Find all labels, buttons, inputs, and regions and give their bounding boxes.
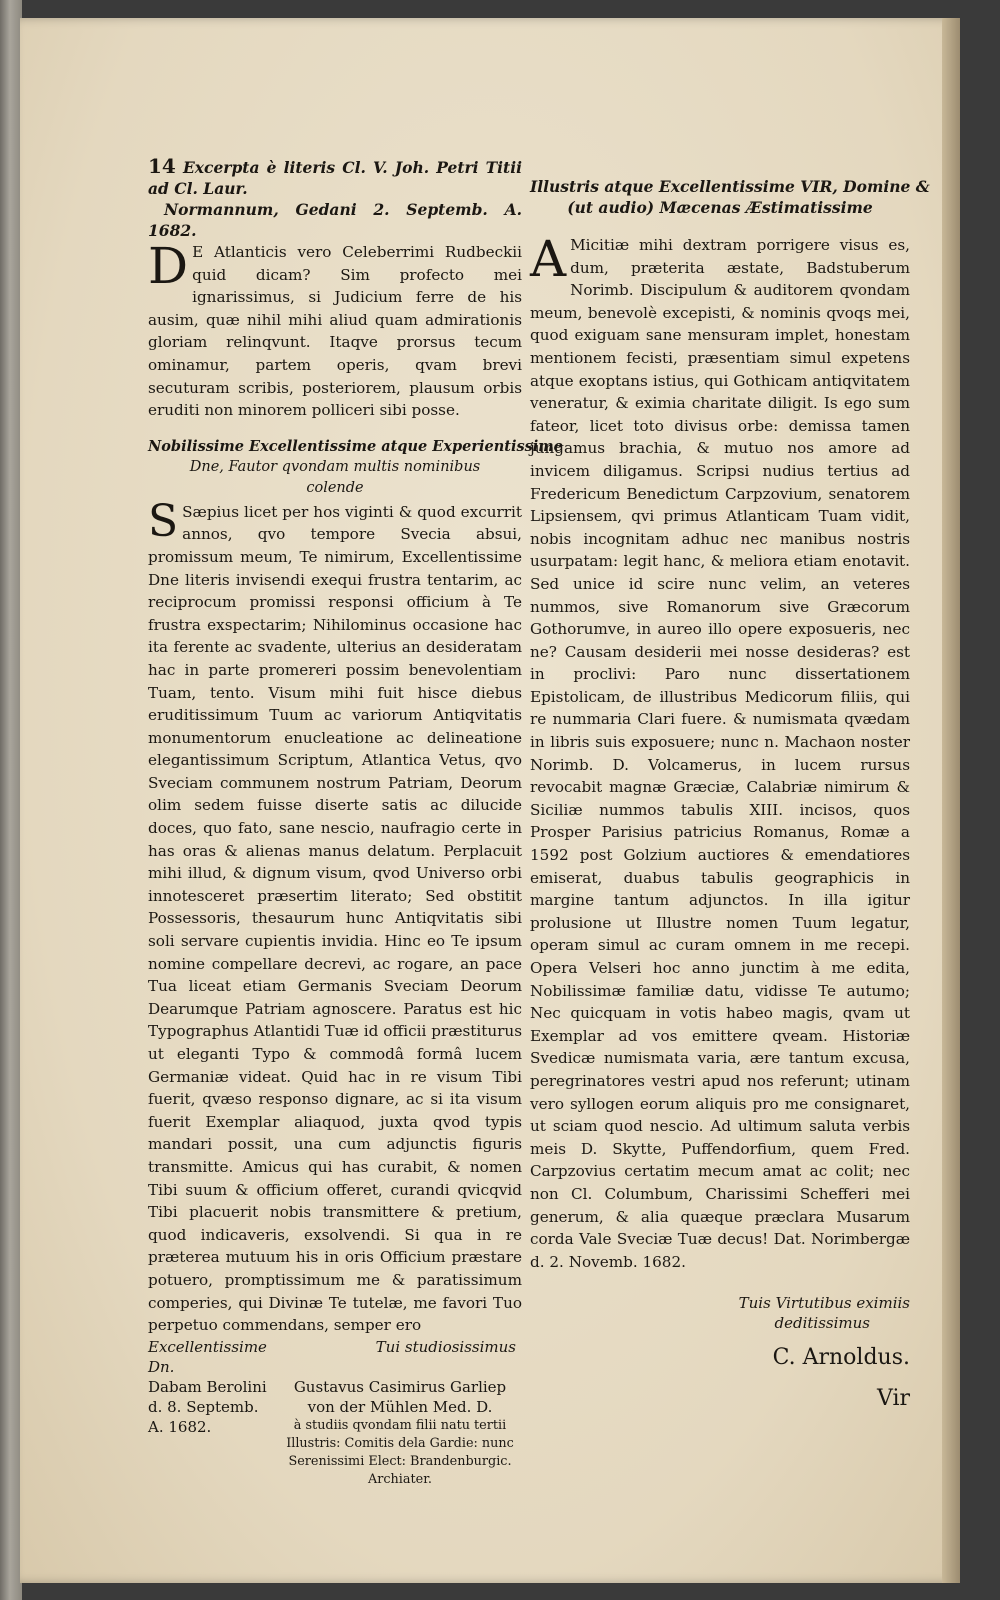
signature-block-left (278, 1377, 522, 1489)
left-paragraph-1-text: E Atlanticis vero Celeberrimi Rudbeckii quid dicam? Sim profecto mei ignarissimus, si Judicium ferre de his ausim, quæ nihil mihi aliud quam admirationis gloriam relinqvunt. Itaqve prorsus tecum ominamur, partem operis, qvam brevi secuturam scribis, posteriorem, plausum orbis eruditi non minorem polliceri sibi posse. (148, 243, 522, 420)
dropcap-a: A (530, 230, 567, 288)
closing-right: Tui studiosissimus (375, 1337, 516, 1356)
catchword: Vir (876, 1385, 910, 1411)
right-column (530, 176, 930, 1411)
book-spine (0, 0, 22, 1600)
date-line-3: A. 1682. (148, 1417, 212, 1436)
sign-small-4: Archiater. (368, 1471, 432, 1487)
salutation-line-3: colende (306, 479, 364, 496)
left-paragraph-2-text: Sæpius licet per hos viginti & quod excurrit annos, qvo tempore Svecia absui, promissum meum, Te nimirum, Excellentissime Dne literis invisendi exequi frustra tentarim, ac reciprocum promissi responsi officium à Te frustra exspectarim; Nihilominus occasione hac ita ferente ac svadente, ulterius an desideratam hac in parte promereri possim benevolentiam Tuam, tento. Visum mihi fuit hisce diebus eruditissimum Tuum ac variorum Antiqvitatis monumentorum enucleatione ac delineatione elegantissimum Scriptum, Atlantica Vetus, qvo Sveciam communem nostrum Patriam, Deorum olim sedem fuisse diserte satis ac dilucide doces, quo fato, sane nescio, naufragio certe in has oras & alienas manus delatum. Perplacuit mihi illud, & dignum visum, qvod Universo orbi innotesceret præsertim literato; Sed obstitit Possessoris, thesaurum hunc Antiqvitatis sibi soli servare cupientis invidia. Hinc eo Te ipsum nomine compellare decrevi, ac rogare, an pace Tua liceat etiam Germanis Sveciam Deorum Dearumque Patriam agnoscere. Paratus est hic Typographus Atlantidi Tuæ id officii præstiturus ut eleganti Typo & commodâ formâ lucem Germaniæ videat. Quid hac in re visum Tibi fuerit, qvæso responso dignare, ac si ita visum fuerit Exemplar aliaquod, juxta qvod typis mandari possit, una cum adjunctis figuris transmitte. Amicus qui has curabit, & nomen Tibi suum & officium offeret, curandi qvicqvid Tibi placuerit nobis transmittere & pretium, quod indicaveris, exsolvendi. Si qua in re præterea mutuum his in oris Officium præstare potuero, promptissimum me & paratissimum comperies, qui Divinæ Te tutelæ, me favori Tuo perpetuo commendans, semper ero (148, 502, 522, 1335)
right-closing-line-1: Tuis Virtutibus eximiis (738, 1294, 910, 1313)
right-heading-line-1: Illustris atque Excellentissime VIR, Domine & (530, 177, 930, 196)
right-closing-line-2: deditissimus (774, 1314, 870, 1333)
sign-small-block (278, 1417, 522, 1489)
left-heading (148, 156, 522, 241)
dropcap-s: S (148, 495, 179, 547)
date-block (148, 1377, 278, 1489)
left-paragraph-2 (148, 495, 522, 1337)
salutation (148, 436, 563, 499)
salutation-line-1: Nobilissime Excellentissime atque Experientissime (148, 437, 563, 455)
sign-line-1: Gustavus Casimirus Garliep (293, 1377, 507, 1396)
sign-small-2: Illustris: Comitis dela Gardie: nunc (286, 1435, 514, 1451)
right-heading-line-2: (ut audio) Mæcenas Æstimatissime (567, 198, 873, 217)
sign-small-3: Serenissimi Elect: Brandenburgic. (288, 1453, 512, 1469)
left-column (148, 154, 563, 1489)
right-closing (530, 1293, 910, 1333)
left-heading-line-2: Normannum, Gedani 2. Septemb. A. 1682. (148, 200, 522, 240)
date-line-2: d. 8. Septemb. (148, 1397, 259, 1416)
left-heading-line-1: Excerpta è literis Cl. V. Joh. Petri Titii ad Cl. Laur. (148, 158, 522, 198)
right-paragraph (530, 230, 910, 1273)
right-paragraph-text: Micitiæ mihi dextram porrigere visus es, dum, præterita æstate, Badstuberum Norimb. Discipulum & auditorem qvondam meum, benevolè excepisti, & nominis qvoqs mei, quod exiguam sane mensuram implet, honestam mentionem fecisti, præsentiam simul expetens atque exoptans istius, qui Gothicam antiqvitatem veneratur, & eximia charitate diligit. Is ego sum fateor, licet toto divisus orbe: demissa tamen jungamus brachia, & mutuo nos amore ad invicem diligamus. Scripsi nudius tertius ad Fredericum Benedictum Carpzovium, senatorem Lipsiensem, qvi primus Atlanticam Tuam vidit, nobis incognitam adhuc nec manibus nostris usurpatam: legit hanc, & meliora etiam enotavit. Sed unice id scire nunc velim, an veteres nummos, sive Romanorum sive Græcorum Gothorumve, in aureo illo opere exposueris, nec ne? Causam desiderii mei nosse desideras? est in proclivi: Paro nunc dissertationem Epistolicam, de illustribus Medicorum filiis, qui re nummaria Clari fuere. & numismata qvædam in libris suis exposuere; nunc n. Machaon noster Norimb. D. Volcamerus, in lucem rursus revocabit magnæ Græciæ, Calabriæ nimirum & Siciliæ nummos tabulis XIII. incisos, quos Prosper Parisius patricius Romanus, Romæ a 1592 post Golzium auctiores & emendatiores emiserat, duabus tabulis geographicis in margine tantum adjunctos. In illa igitur prolusione ut Illustre nomen Tuum legatur, operam simul ac curam omnem in me recepi. Opera Velseri hoc anno junctim à me edita, Nobilissimæ familiæ datu, vidisse Te autumo; Nec quicquam in votis habeo magis, qvam ut Exemplar ad vos emittere qveam. Historiæ Svedicæ numismata varia, ære tantum excusa, peregrinatores vestri apud nos referunt; utinam vero syllogen eorum aliquis pro me consignaret, ut sciam quod nescio. Ad ultimum saluta verbis meis D. Skytte, Puffendorfium, quem Fred. Carpzovius certatim mecum amat ac colit; nec non Cl. Columbum, Charissimi Schefferi mei generum, & alia quæque præclara Musarum corda Vale Sveciæ Tuæ decus! Dat. Norimbergæ d. 2. Novemb. 1682. (530, 236, 910, 1271)
signature-arnoldus: C. Arnoldus. (772, 1345, 910, 1371)
page-number: 14 (148, 154, 176, 178)
page-edge (942, 18, 960, 1583)
left-closing-table (148, 1337, 522, 1489)
dropcap-d: D (148, 237, 189, 295)
date-line-1: Dabam Berolini (148, 1377, 267, 1396)
left-paragraph-1 (148, 237, 522, 422)
sign-line-2: von der Mühlen Med. D. (307, 1397, 493, 1416)
salutation-line-2: Dne, Fautor qvondam multis nominibus (189, 458, 481, 475)
right-heading (530, 176, 930, 218)
sign-small-1: à studiis qvondam filii natu tertii (293, 1417, 507, 1433)
closing-left: Excellentissime Dn. (148, 1337, 267, 1376)
